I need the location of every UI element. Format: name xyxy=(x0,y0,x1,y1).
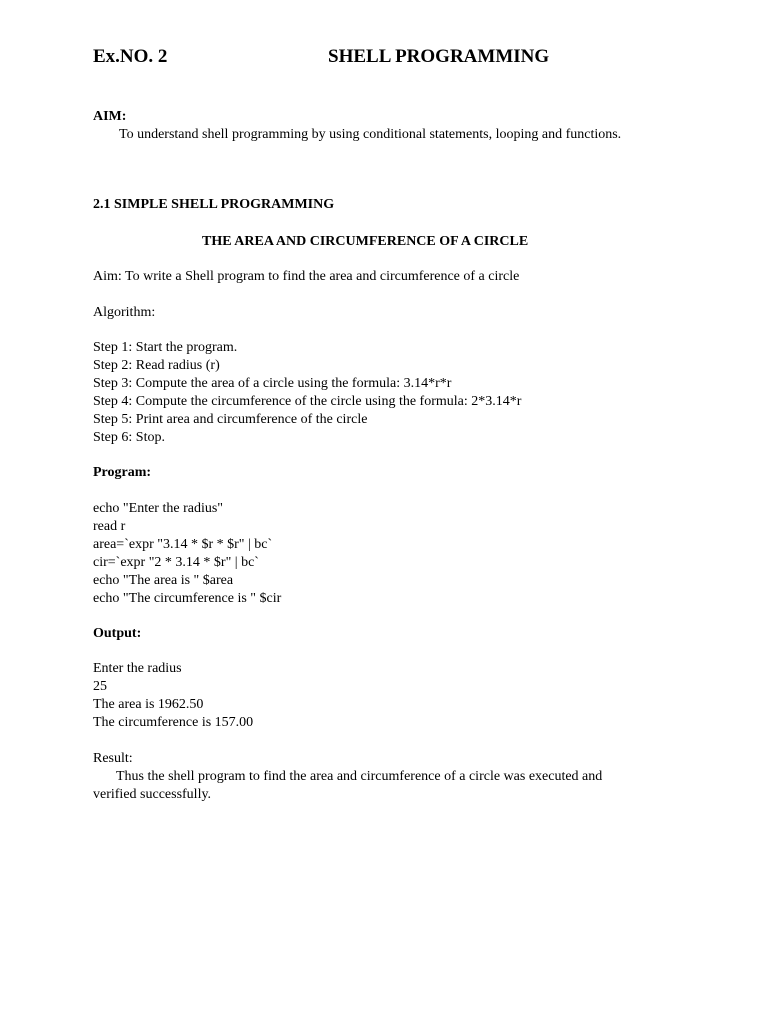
result-text-line-2: verified successfully. xyxy=(93,787,212,802)
algorithm-step: Step 6: Stop. xyxy=(93,430,165,445)
algorithm-step: Step 1: Start the program. xyxy=(93,340,238,355)
code-line: cir=`expr "2 * 3.14 * $r" | bc` xyxy=(93,555,259,570)
algorithm-step: Step 3: Compute the area of a circle using the formula: 3.14*r*r xyxy=(93,376,452,391)
output-line: Enter the radius xyxy=(93,661,182,676)
output-line: The circumference is 157.00 xyxy=(93,715,254,730)
page-title: SHELL PROGRAMMING xyxy=(328,46,550,67)
code-line: area=`expr "3.14 * $r * $r" | bc` xyxy=(93,537,273,552)
section-heading: 2.1 SIMPLE SHELL PROGRAMMING xyxy=(93,197,335,212)
program-code xyxy=(93,501,733,611)
algorithm-step: Step 5: Print area and circumference of the circle xyxy=(93,412,368,427)
program-output xyxy=(93,661,733,736)
algorithm-steps xyxy=(93,340,733,450)
code-line: read r xyxy=(93,519,126,534)
algorithm-heading: Algorithm: xyxy=(93,305,156,320)
result-heading: Result: xyxy=(93,751,133,766)
aim-text: To understand shell programming by using conditional statements, looping and functions. xyxy=(119,127,622,142)
output-heading: Output: xyxy=(93,626,142,641)
exercise-number: Ex.NO. 2 xyxy=(93,46,168,67)
section-subtitle: THE AREA AND CIRCUMFERENCE OF A CIRCLE xyxy=(202,234,529,249)
code-line: echo "The circumference is " $cir xyxy=(93,591,282,606)
algorithm-step: Step 4: Compute the circumference of the circle using the formula: 2*3.14*r xyxy=(93,394,522,409)
output-line: The area is 1962.50 xyxy=(93,697,204,712)
result-text-line-1: Thus the shell program to find the area and circumference of a circle was executed and xyxy=(116,769,603,784)
output-line: 25 xyxy=(93,679,107,694)
algorithm-step: Step 2: Read radius (r) xyxy=(93,358,220,373)
aim-line: Aim: To write a Shell program to find the area and circumference of a circle xyxy=(93,269,520,284)
aim-heading: AIM: xyxy=(93,109,127,124)
code-line: echo "The area is " $area xyxy=(93,573,234,588)
program-heading: Program: xyxy=(93,465,152,480)
code-line: echo "Enter the radius" xyxy=(93,501,223,516)
